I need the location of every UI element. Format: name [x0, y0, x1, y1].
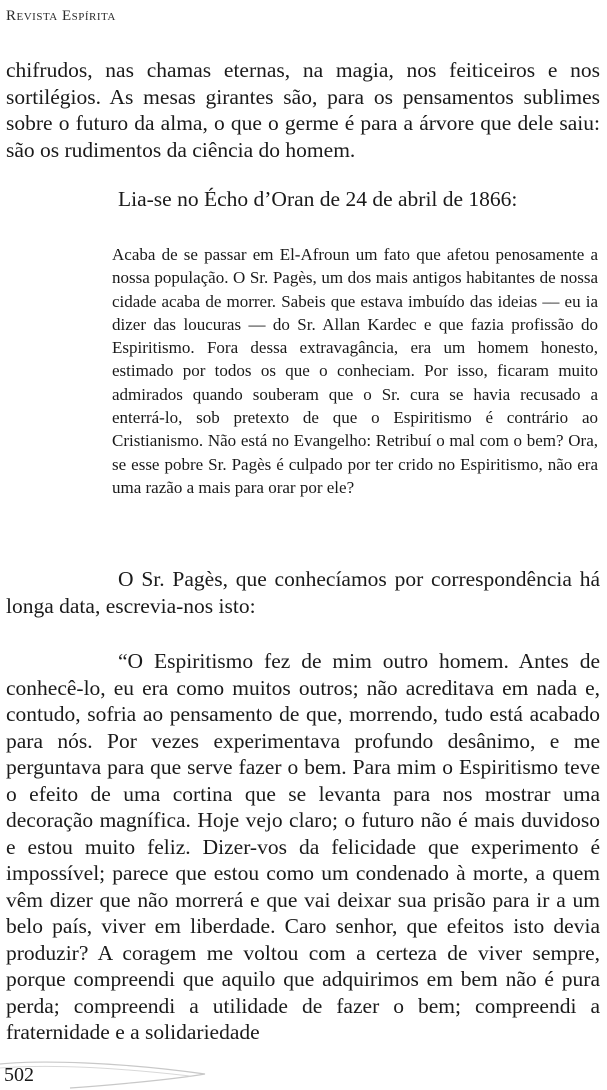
- block-quote: Acaba de se passar em El-Afroun um fato que afetou penosamente a nossa população. O Sr. Pagès, um dos mais antigos habitantes de nossa cidade acaba de morrer. Sabeis que estava imbuído das ideias –– eu ia dizer das loucuras — do Sr. Allan Kardec e que fazia profissão do Espiritismo. Fora dessa extravagância, era um homem honesto, estimado por todos os que o conheciam. Por isso, ficaram muito admirados quando souberam que o Sr. cura se havia recusado a enterrá-lo, sob pretexto de que o Espiritismo é contrário ao Cristianismo. Não está no Evangelho: Retribuí o mal com o bem? Ora, se esse pobre Sr. Pagès é culpado por ter crido no Espiritismo, não era uma razão a mais para orar por ele?: [112, 245, 598, 497]
- paragraph-1: chifrudos, nas chamas eternas, na magia, nos feiticeiros e nos sortilégios. As mesas girantes são, para os pensamentos sublimes sobre o futuro da alma, o que o germe é para a árvore que dele saiu: são os rudimentos da ciência do homem.: [6, 58, 600, 162]
- page-number: 502: [4, 1064, 34, 1086]
- paragraph-2: O Sr. Pagès, que conhecíamos por correspondência há longa data, escrevia-nos isto:: [6, 567, 600, 618]
- source-citation-line: Lia-se no Écho d’Oran de 24 de abril de 1866:: [118, 187, 518, 211]
- running-head-title: Revista Espírita: [6, 8, 116, 24]
- paragraph-3: “O Espiritismo fez de mim outro homem. Antes de conhecê-lo, eu era como muitos outros; não acreditava em nada e, contudo, sofria ao pensamento de que, morrendo, tudo está acabado para nós. Por vezes experimentava profundo desânimo, e me perguntava para que serve fazer o bem. Para mim o Espiritismo teve o efeito de uma cortina que se levanta para nos mostrar uma decoração magnífica. Hoje vejo claro; o futuro não é mais duvidoso e estou muito feliz. Dizer-vos da felicidade que experimento é impossível; parece que estou como um condenado à morte, a quem vêm dizer que não morrerá e que vai deixar sua prisão para ir a um belo país, viver em liberdade. Caro senhor, que efeitos isto devia produzir? A coragem me voltou com a certeza de viver sempre, porque compreendi que aquilo que adquirimos em bem não é pura perda; compreendi a utilidade de fazer o bem; compreendi a fraternidade e a solidariedade: [6, 649, 600, 1044]
